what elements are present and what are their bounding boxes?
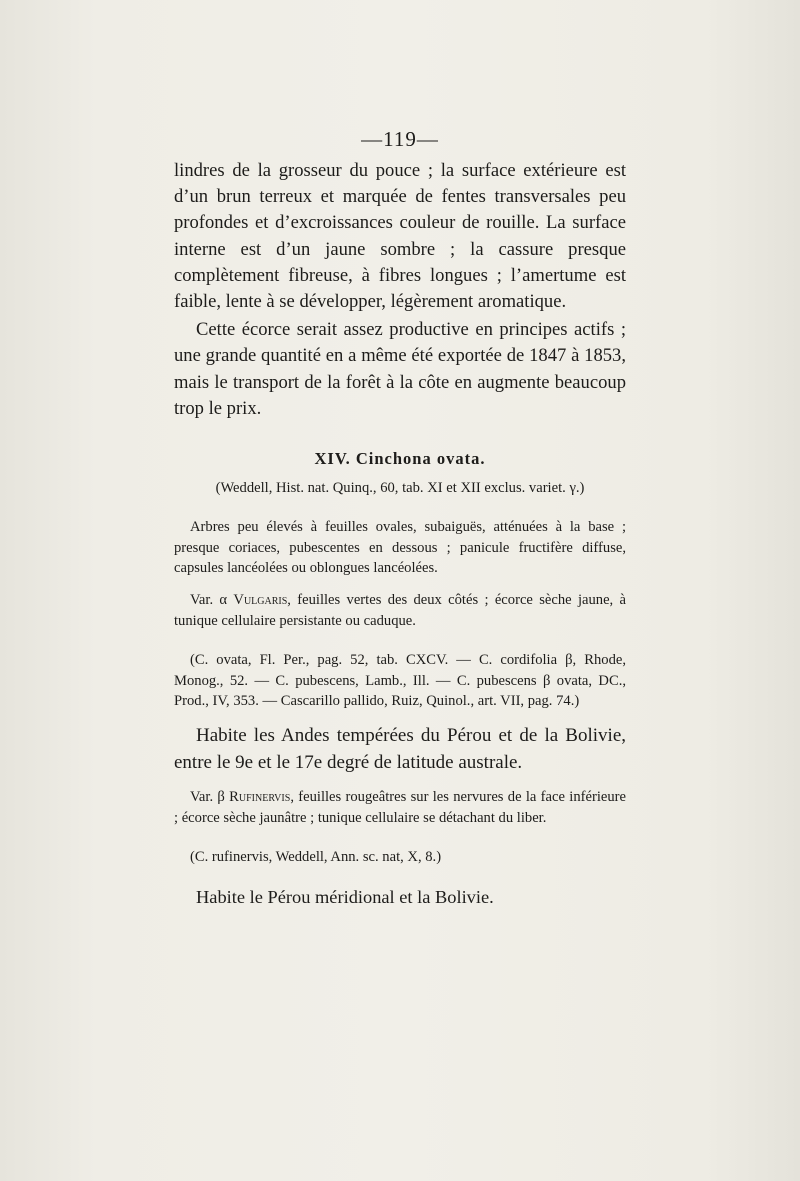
page-number — [174, 124, 626, 154]
variety-beta-text: , feuilles rougeâtres sur les nervures de la face inférieure ; écorce sèche jaunâtre ; tunique cellulaire se détachant du liber. — [174, 789, 626, 826]
variety-alpha — [174, 590, 626, 632]
variety-beta-label: Var. β — [190, 789, 225, 806]
variety-alpha-text: , feuilles vertes des deux côtés ; écorce sèche jaune, à tunique cellulaire persistante ou caduque. — [174, 592, 626, 630]
species-description: Arbres peu élevés à feuilles ovales, subaiguës, atténuées à la base ; presque coriaces, pubescentes en dessous ; panicule fructifère diffuse, capsules lancéolées ou oblongues lancéolées. — [174, 518, 626, 577]
section-reference: (Weddell, Hist. nat. Quinq., 60, tab. XI et XII exclus. variet. γ.) — [215, 480, 585, 497]
page-number-value: — 119 — — [361, 127, 439, 151]
reference-rufinervis: (C. rufinervis, Weddell, Ann. sc. nat, X, 8.) — [190, 848, 442, 865]
paragraph-bark-description: lindres de la grosseur du pouce ; la surface extérieure est d’un brun terreux et marquée de fentes transversales peu profondes et d’excroissances couleur de rouille. La surface interne est d’un jaune sombre ; la cassure presque complètement fibreuse, à fibres longues ; l’amertume est faible, lente à se développer, légèrement aromatique. — [174, 160, 626, 313]
paragraph-bark-productivity: Cette écorce serait assez productive en principes actifs ; une grande quantité en a même été exportée de 1847 à 1853, mais le transport de la forêt à la côte en augmente beaucoup trop le prix. — [174, 319, 626, 419]
synonyms: (C. ovata, Fl. Per., pag. 52, tab. CXCV. — C. cordifolia β, Rhode, Monog., 52. — C. pubescens, Lamb., Ill. — C. pubescens β ovata, DC., Prod., IV, 353. — Cascarillo pallido, Ruiz, Quinol., art. VII, pag. 74.) — [174, 651, 626, 710]
text-column — [174, 124, 626, 910]
variety-beta-name: Rufinervis — [229, 789, 291, 806]
variety-alpha-label: Var. α — [190, 592, 228, 609]
habitat-peru: Habite le Pérou méridional et la Bolivie. — [196, 886, 494, 907]
variety-alpha-name: Vulgaris — [233, 592, 288, 609]
section-title: XIV. Cinchona ovata. — [314, 449, 486, 469]
habitat-andes: Habite les Andes tempérées du Pérou et de la Bolivie, entre le 9e et le 17e degré de latitude australe. — [174, 725, 626, 774]
variety-beta — [174, 787, 626, 829]
